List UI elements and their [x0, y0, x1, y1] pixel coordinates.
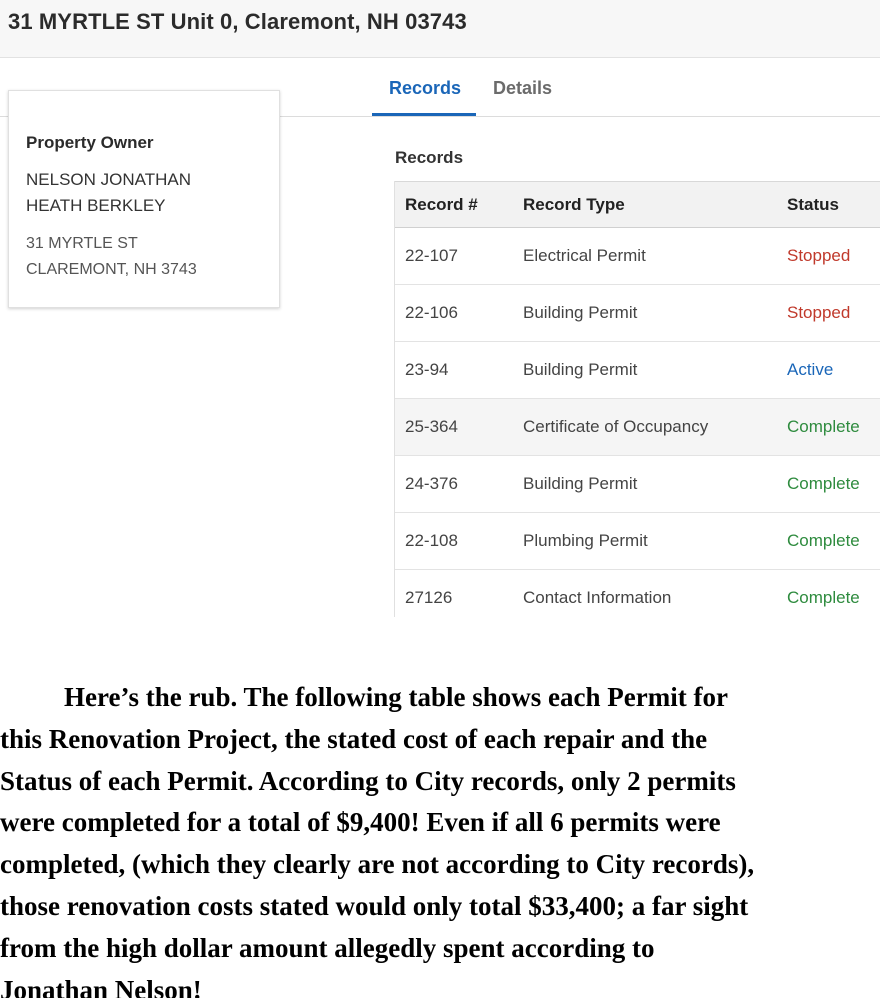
record-number[interactable]: 25-364 — [394, 399, 512, 456]
page-header — [0, 0, 880, 58]
commentary-line: Status of each Permit. According to City records, only 2 permits — [0, 765, 736, 796]
table-row[interactable] — [394, 285, 880, 342]
commentary-line: those renovation costs stated would only total $33,400; a far sight — [0, 890, 749, 921]
table-row[interactable] — [394, 456, 880, 513]
table-header-row — [394, 182, 880, 228]
table-row[interactable] — [394, 399, 880, 456]
owner-card-title: Property Owner — [26, 133, 154, 152]
table-row[interactable] — [394, 342, 880, 399]
table-row[interactable] — [394, 570, 880, 618]
commentary-line: Jonathan Nelson! — [0, 974, 202, 998]
record-type: Certificate of Occupancy — [512, 399, 776, 456]
records-table — [394, 181, 880, 617]
property-owner-card — [8, 90, 280, 308]
record-type: Contact Information — [512, 570, 776, 618]
record-type: Building Permit — [512, 456, 776, 513]
record-number[interactable]: 23-94 — [394, 342, 512, 399]
record-number[interactable]: 22-107 — [394, 228, 512, 285]
column-header-record-number[interactable]: Record # — [394, 182, 512, 228]
owner-address — [26, 231, 197, 283]
tab-records[interactable]: Records — [389, 78, 462, 98]
record-status: Complete — [776, 513, 880, 570]
property-address-title: 31 MYRTLE ST Unit 0, Claremont, NH 03743 — [8, 9, 467, 34]
owner-name-line: HEATH BERKLEY — [26, 196, 166, 215]
commentary-line: completed, (which they clearly are not according to City records), — [0, 849, 755, 880]
column-header-status[interactable]: Status — [776, 182, 880, 228]
commentary-paragraph — [0, 677, 880, 998]
record-type: Plumbing Permit — [512, 513, 776, 570]
record-type: Electrical Permit — [512, 228, 776, 285]
record-number[interactable]: 27126 — [394, 570, 512, 618]
commentary-line: Here’s the rub. The following table shows each Permit for — [64, 682, 728, 712]
record-number[interactable]: 22-108 — [394, 513, 512, 570]
table-row[interactable] — [394, 513, 880, 570]
tab-details[interactable]: Details — [493, 78, 553, 98]
column-header-record-type[interactable]: Record Type — [512, 182, 776, 228]
record-type: Building Permit — [512, 342, 776, 399]
record-type: Building Permit — [512, 285, 776, 342]
record-status: Complete — [776, 456, 880, 513]
commentary-line: from the high dollar amount allegedly spent according to — [0, 932, 655, 963]
record-status: Complete — [776, 570, 880, 618]
record-number[interactable]: 22-106 — [394, 285, 512, 342]
records-section-heading: Records — [395, 148, 464, 167]
record-status: Stopped — [776, 285, 880, 342]
table-row[interactable] — [394, 228, 880, 285]
owner-address-line: CLAREMONT, NH 3743 — [26, 261, 197, 278]
commentary-line: were completed for a total of $9,400! Even if all 6 permits were — [0, 807, 721, 838]
record-status: Active — [776, 342, 880, 399]
record-status: Stopped — [776, 228, 880, 285]
owner-name-line: NELSON JONATHAN — [26, 170, 191, 189]
active-tab-indicator — [372, 113, 476, 116]
owner-address-line: 31 MYRTLE ST — [26, 235, 138, 252]
owner-name — [26, 167, 191, 219]
record-status: Complete — [776, 399, 880, 456]
commentary-line: this Renovation Project, the stated cost of each repair and the — [0, 723, 708, 754]
record-number[interactable]: 24-376 — [394, 456, 512, 513]
records-table-container[interactable] — [394, 181, 880, 617]
